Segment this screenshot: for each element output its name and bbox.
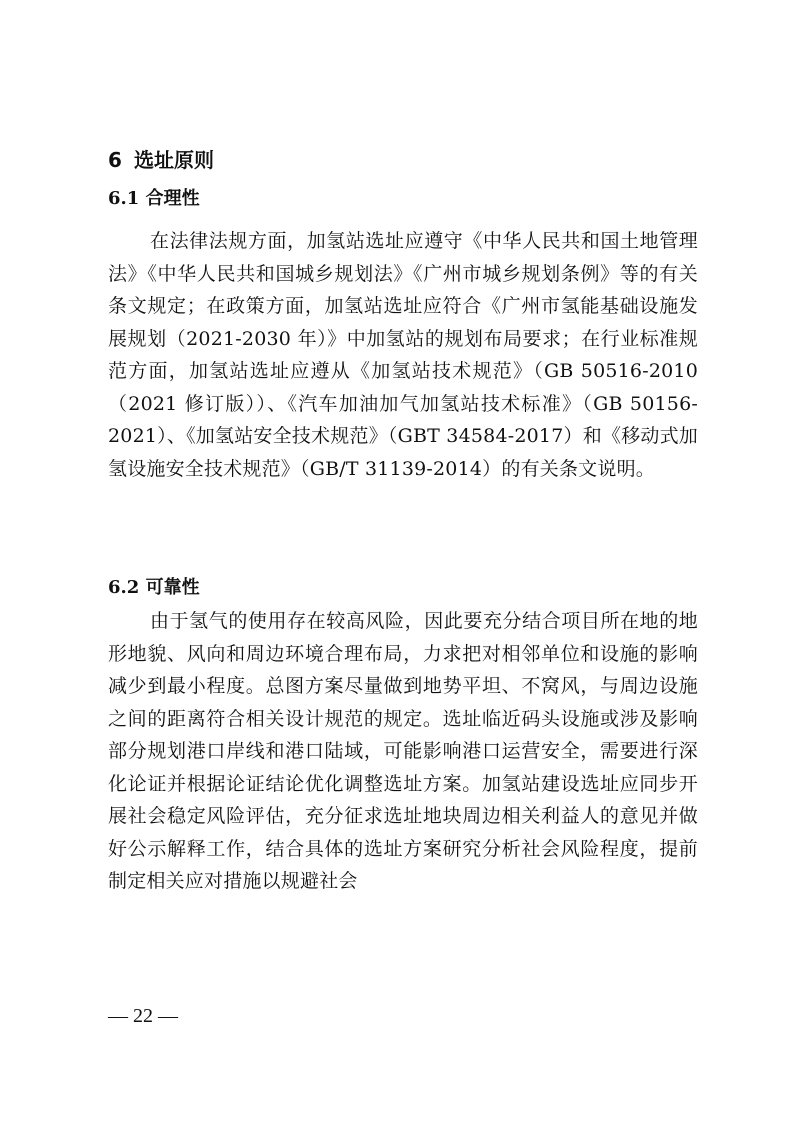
subsection-heading-reasonableness: 6.1 合理性 [108,188,200,209]
subsection-heading-reliability: 6.2 可靠性 [108,577,200,598]
paragraph-reliability: 由于氢气的使用存在较高风险，因此要充分结合项目所在地的地形地貌、风向和周边环境合理布局，力求把对相邻单位和设施的影响减少到最小程度。总图方案尽量做到地势平坦、不窝风，与周边设施之间的距离符合相关设计规范的规定。选址临近码头设施或涉及影响部分规划港口岸线和港口陆域，可能影响港口运营安全，需要进行深化论证并根据论证结论优化调整选址方案。加氢站建设选址应同步开展社会稳定风险评估，充分征求选址地块周边相关利益人的意见并做好公示解释工作，结合具体的选址方案研究分析社会风险程度，提前制定相关应对措施以规避社会 [108,610,698,892]
page-number: — 22 — [108,1005,178,1027]
section-heading [108,146,214,174]
paragraph-reasonableness: 在法律法规方面，加氢站选址应遵守《中华人民共和国土地管理法》《中华人民共和国城乡规划法》《广州市城乡规划条例》等的有关条文规定；在政策方面，加氢站选址应符合《广州市氢能基础设施发展规划（2021-2030 年）》中加氢站的规划布局要求；在行业标准规范方面，加氢站选址应遵从《加氢站技术规范》（GB 50516-2010（2021 修订版））、《汽车加油加气加氢站技术标准》（GB 50156-2021）、《加氢站安全技术规范》（GBT 34584-2017）和《移动式加氢设施安全技术规范》（GB/T 31139-2014）的有关条文说明。 [108,230,698,480]
section-title: 选址原则 [134,148,214,172]
section-number: 6 [108,148,122,172]
